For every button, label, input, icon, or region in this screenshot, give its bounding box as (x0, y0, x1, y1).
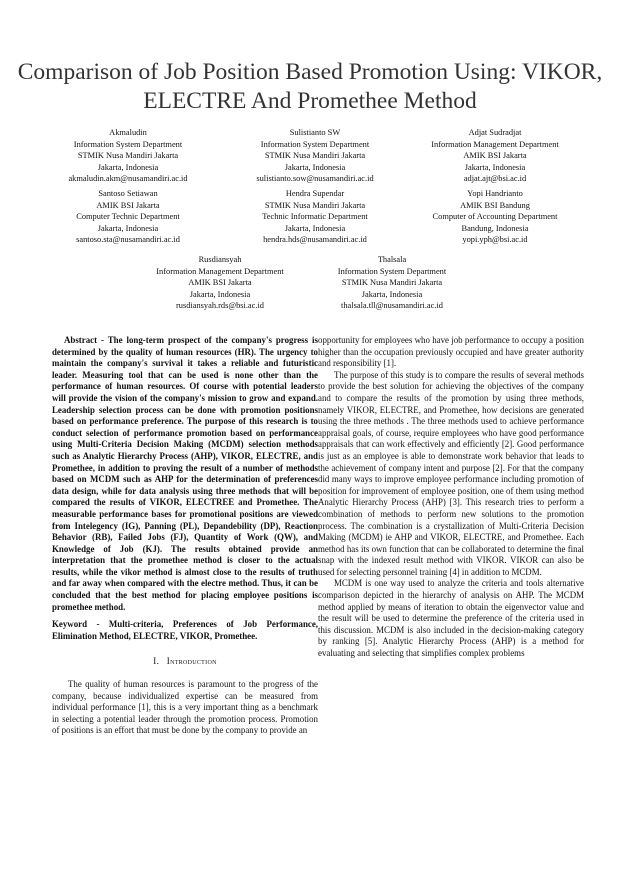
author-city: Bandung, Indonesia (461, 223, 529, 233)
author-email: adjat.ajt@bsi.ac.id (463, 174, 527, 183)
author-name: Hendra Supendar (285, 189, 345, 198)
paper-title: Comparison of Job Position Based Promotion Using: VIKOR, ELECTRE And Promethee Method (17, 59, 603, 114)
author-email: hendra.hds@nusamandiri.ac.id (263, 235, 367, 244)
author-name: Sulistianto SW (289, 128, 341, 137)
keywords-text: Multi-criteria, Preferences of Job Performance, Elimination Method, ELECTRE, VIKOR, Promethee. (52, 619, 318, 641)
abstract-label: Abstract - (64, 335, 108, 345)
intro-paragraph: The quality of human resources is paramount to the progress of the company, because individualized expertise can be measured from individual performance [1], this is a very important thing as a benchmark in selecting a potential leader through the promotion process. Promotion of positions is an effort that must be done by the company to provide an (52, 679, 318, 736)
mcdm-paragraph: MCDM is one way used to analyze the criteria and tools alternative comparison depicted in the hierarchy of analysis on AHP. The MCDM method applied by means of iteration to obtain the eigenvector value and the result will be used to determine the preference of the criteria used in this discussion. MCDM is also included in the decision-making category by ranking [5]. Analytic Hierarchy Process (AHP) is a method for evaluating and selecting that simplifies complex problems (318, 578, 584, 659)
author-department: STMIK Nusa Mandiri Jakarta (264, 200, 366, 210)
author-block (390, 188, 600, 246)
author-institution: AMIK BSI Jakarta (463, 151, 527, 160)
author-name: Rusdiansyah (198, 255, 242, 264)
author-institution: Computer of Accounting Department (432, 212, 558, 221)
abstract (52, 335, 318, 613)
author-city: Jakarta, Indonesia (189, 289, 251, 299)
author-block (120, 254, 320, 312)
author-email: santoso.sta@nusamandiri.ac.id (76, 235, 180, 244)
author-city: Jakarta, Indonesia (97, 223, 159, 233)
author-institution: Technic Informatic Department (262, 212, 368, 221)
author-institution: STMIK Nusa Mandiri Jakarta (77, 151, 179, 160)
author-block (28, 188, 228, 246)
author-city: Jakarta, Indonesia (97, 162, 159, 172)
right-column (318, 335, 584, 660)
author-department: Information Management Department (156, 266, 284, 276)
author-email: thalsala.tll@nusamandiri.ac.id (341, 301, 443, 310)
section-heading (52, 656, 318, 668)
author-name: Yopi Handrianto (467, 189, 523, 198)
author-department: Information System Department (73, 139, 183, 149)
author-city: Jakarta, Indonesia (361, 289, 423, 299)
author-city: Jakarta, Indonesia (284, 223, 346, 233)
author-institution: AMIK BSI Jakarta (188, 278, 252, 287)
author-name: Adjat Sudradjat (468, 128, 522, 137)
left-column (52, 335, 318, 737)
author-block (28, 127, 228, 185)
author-block (215, 127, 415, 185)
author-email: akmaludin.akm@nusamandiri.ac.id (68, 174, 188, 183)
abstract-text: The long-term prospect of the company's progress is determined by the quality of human resources (HR). The urgency to maintain the company's survival it takes a reliable and futuristic leader. Measuring tool that can be used is none other than the performance of human resources. Of course with potential leaders will provide the vision of the company's mission to grow and expand. Leadership selection process can be done with promotion positions based on performance preference. The purpose of this research is to conduct selection of performance promotion based on performance using Multi-Criteria Decision Making (MCDM) selection methods such as Analytic Hierarchy Process (AHP), VIKOR, ELECTRE, and Promethee, in addition to proving the result of a number of methods based on MCDM such as AHP for the determination of preferences data design, while for data analysis using three methods that will be compared the results of VIKOR, ELECTREE and Promethee. The measurable performance bases for promotional positions are viewed from Intelegency (IG), Panning (PL), Depandebility (DP), Reaction Behavior (RB), Failed Jobs (FJ), Quantity of Work (QW), and Knowledge of Job (KJ). The results obtained provide an interpretation that the promethee method is closer to the actual results, while the vikor method is almost close to the results of truth and far away when compared with the electre method. Thus, it can be concluded that the best method for placing employee positions is promethee method. (52, 335, 318, 612)
author-city: Jakarta, Indonesia (284, 162, 346, 172)
author-city: Jakarta, Indonesia (464, 162, 526, 172)
author-name: Santoso Setiawan (98, 189, 158, 198)
author-email: yopi.yph@bsi.ac.id (462, 235, 528, 244)
author-department: AMIK BSI Bandung (460, 200, 530, 210)
author-department: Information System Department (337, 266, 447, 276)
author-email: rusdiansyah.rds@bsi.ac.id (176, 301, 264, 310)
author-name: Akmaludin (109, 128, 147, 137)
author-department: Information System Department (260, 139, 370, 149)
section-number: I. (153, 656, 160, 667)
intro-paragraph-continued: opportunity for employees who have job performance to occupy a position higher than the occupation previously occupied and have greater authority and responsibility [1]. (318, 335, 584, 369)
author-department: AMIK BSI Jakarta (96, 200, 160, 210)
author-email: sulistianto.sow@nusamandiri.ac.id (256, 174, 374, 183)
author-block (215, 188, 415, 246)
author-name: Thalsala (377, 255, 407, 264)
purpose-paragraph: The purpose of this study is to compare the results of several methods to provide the best solution for achieving the objectives of the company and to compare the results of the promotion by using three methods, namely VIKOR, ELECTRE, and Promethee, how decisions are generated using the three methods . The three methods used to achieve performance appraisal goals, of course, require employees who have good performance appraisals that can work effectively and efficiently [2]. Good performance is just as an employee is able to demonstrate work behavior that leads to the achievement of company intent and purpose [2]. For that the company did many ways to improve employee performance including promotion of position for improvement of employee position, one of them using method Analytic Hierarchy Process (AHP) [3]. This research tries to perform a combination of methods to perform new solutions to the promotion process. The combination is a crystallization of Multi-Criteria Decision Making (MCDM) ie AHP and VIKOR, ELECTRE, and Promethee. Each method has its own function that can be collaborated to determine the final snap with the indexed result method with VIKOR. VIKOR can also be used for selecting personnel training [4] in addition to MCDM. (318, 369, 584, 577)
section-title: Introduction (166, 656, 217, 667)
author-institution: Computer Technic Department (76, 212, 180, 221)
author-institution: STMIK Nusa Mandiri Jakarta (341, 278, 443, 287)
keywords (52, 619, 318, 642)
author-department: Information Management Department (431, 139, 559, 149)
author-block (390, 127, 600, 185)
keywords-label: Keyword - (52, 619, 109, 630)
author-block (292, 254, 492, 312)
author-institution: STMIK Nusa Mandiri Jakarta (264, 151, 366, 160)
